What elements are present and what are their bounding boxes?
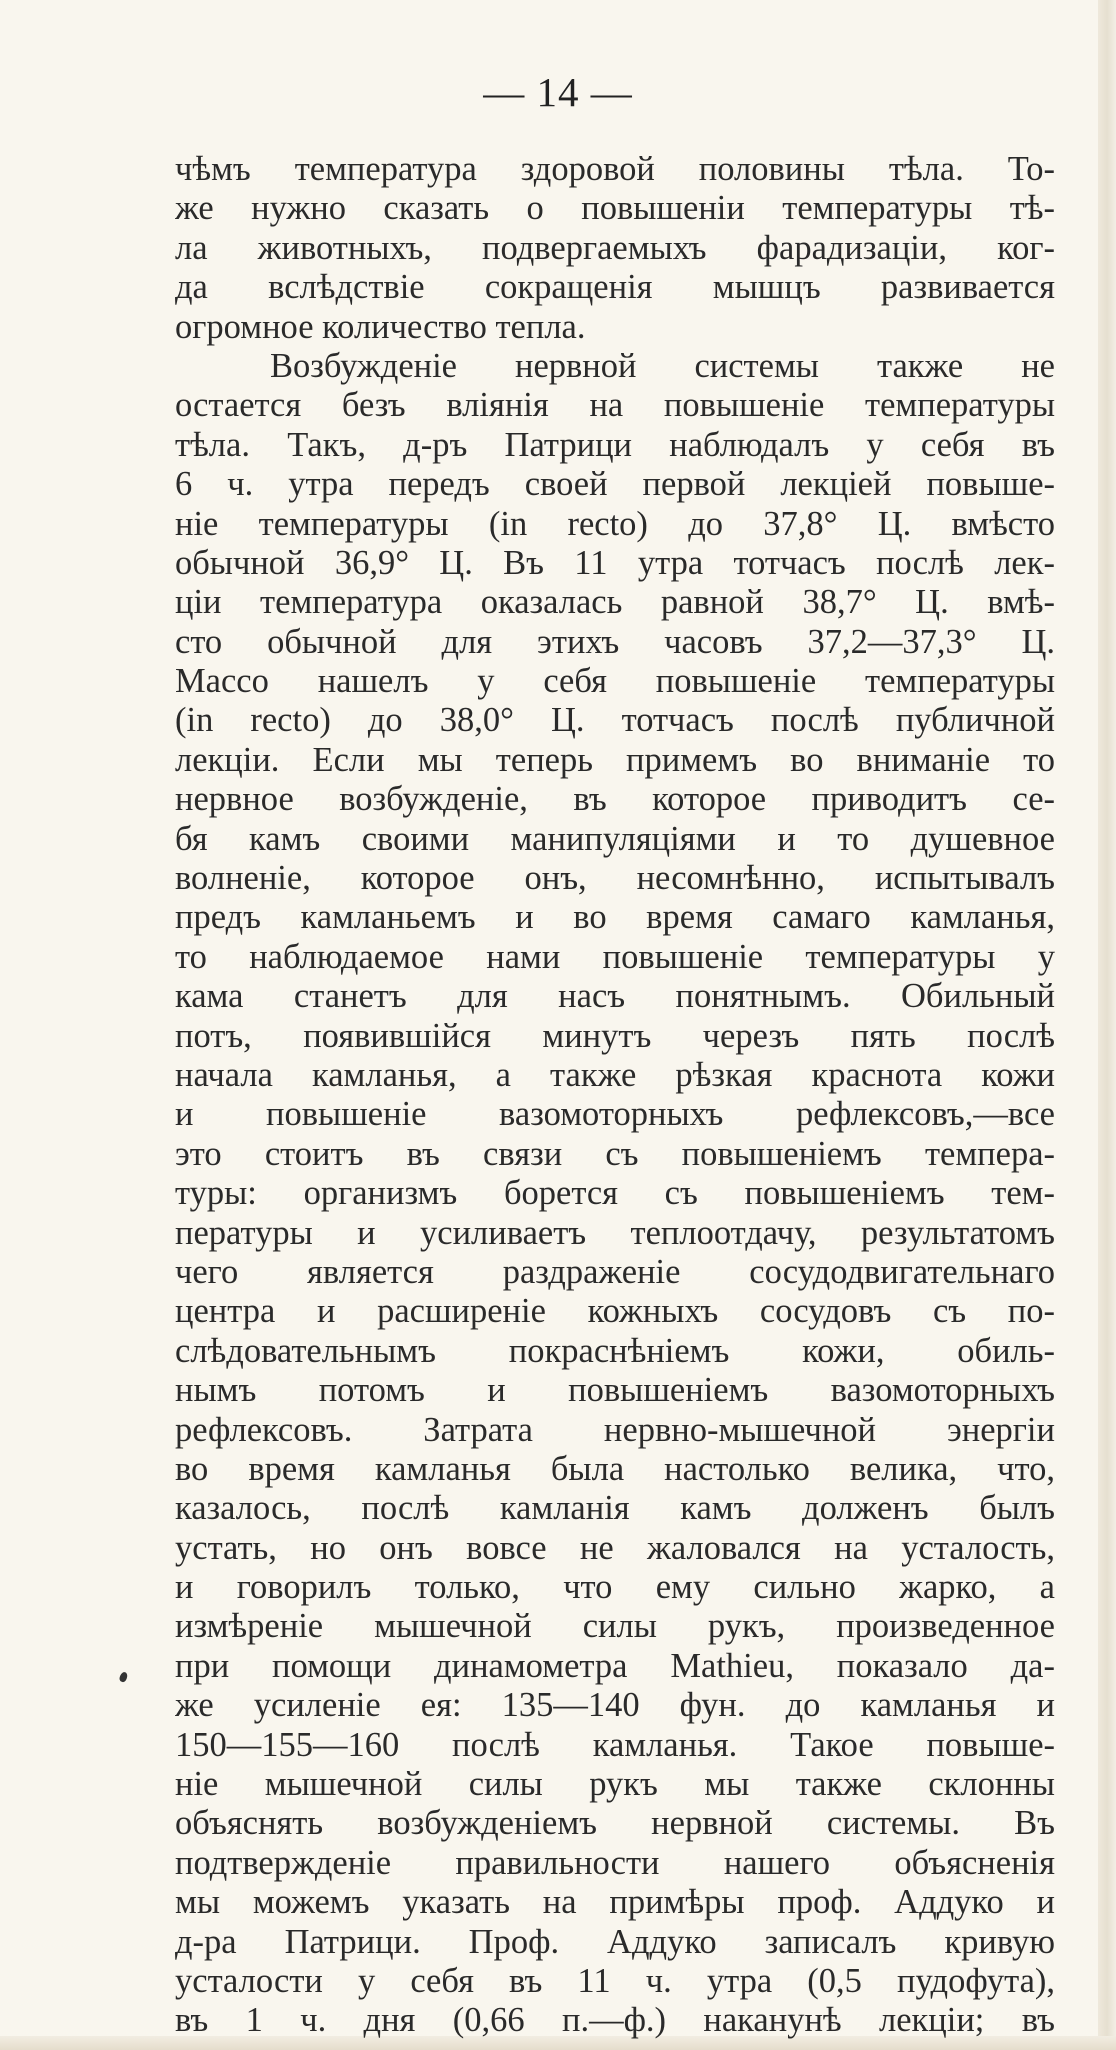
margin-dot — [119, 1671, 129, 1683]
text-line: при помощи динамометра Mathieu, показало да- — [175, 1646, 1055, 1685]
text-line: чѣмъ температура здоровой половины тѣла. То- — [175, 150, 1055, 188]
body-text — [175, 150, 1055, 2041]
text-line: же нужно сказать о повышеніи температуры тѣ- — [175, 189, 1055, 228]
text-line: чего является раздраженіе сосудодвигательнаго — [175, 1252, 1055, 1291]
text-line: Массо нашелъ у себя повышеніе температуры — [175, 662, 1055, 701]
text-line: устать, но онъ вовсе не жаловался на усталость, — [175, 1528, 1055, 1567]
text-line: д-ра Патрици. Проф. Аддуко записалъ кривую — [175, 1922, 1055, 1961]
text-line: казалось, послѣ камланія камъ долженъ былъ — [175, 1489, 1055, 1528]
text-line: волненіе, которое онъ, несомнѣнно, испытывалъ — [175, 859, 1055, 898]
text-line: предъ камланьемъ и во время самаго камланья, — [175, 898, 1055, 937]
text-line: Возбужденіе нервной системы также не — [270, 346, 1055, 385]
text-line: ніе температуры (in recto) до 37,8° Ц. вмѣсто — [175, 504, 1055, 543]
text-line: слѣдовательнымъ покраснѣніемъ кожи, обиль- — [175, 1331, 1055, 1370]
text-line: бя камъ своими манипуляціями и то душевное — [175, 819, 1055, 858]
text-line: то наблюдаемое нами повышеніе температуры у — [175, 937, 1055, 976]
text-line: кама станетъ для насъ понятнымъ. Обильный — [175, 977, 1055, 1016]
text-line: 150—155—160 послѣ камланья. Такое повыше- — [175, 1725, 1055, 1764]
text-line: туры: организмъ борется съ повышеніемъ тем- — [175, 1174, 1055, 1213]
text-line: лекціи. Если мы теперь примемъ во вниманіе то — [175, 740, 1055, 779]
text-line: сто обычной для этихъ часовъ 37,2—37,3° Ц. — [175, 622, 1055, 661]
text-line: да вслѣдствіе сокращенія мышцъ развивается — [175, 268, 1055, 307]
text-line: нервное возбужденіе, въ которое приводитъ се- — [175, 780, 1055, 819]
text-line: нымъ потомъ и повышеніемъ вазомоторныхъ — [175, 1371, 1055, 1410]
text-line: (in recto) до 38,0° Ц. тотчасъ послѣ публичной — [175, 701, 1055, 740]
text-line: рефлексовъ. Затрата нервно-мышечной энергіи — [175, 1410, 1055, 1449]
text-line: же усиленіе ея: 135—140 фун. до камланья и — [175, 1686, 1055, 1725]
page-number-header: — 14 — — [483, 69, 633, 115]
page-edge-right — [1098, 0, 1116, 2050]
text-line: остается безъ вліянія на повышеніе температуры — [175, 386, 1055, 425]
text-line: это стоитъ въ связи съ повышеніемъ темпера- — [175, 1134, 1055, 1173]
text-line: и повышеніе вазомоторныхъ рефлексовъ,—все — [175, 1095, 1055, 1134]
text-line: измѣреніе мышечной силы рукъ, произведенное — [175, 1607, 1055, 1646]
text-line: усталости у себя въ 11 ч. утра (0,5 пудофута), — [175, 1961, 1055, 2000]
text-line: подтвержденіе правильности нашего объясненія — [175, 1843, 1055, 1882]
text-line: въ 1 ч. дня (0,66 п.—ф.) наканунѣ лекціи; въ — [175, 2001, 1055, 2040]
text-line: и говорилъ только, что ему сильно жарко, а — [175, 1568, 1055, 1607]
text-line: во время камланья была настолько велика, что, — [175, 1449, 1055, 1488]
text-line: обычной 36,9° Ц. Въ 11 утра тотчасъ послѣ лек- — [175, 543, 1055, 582]
text-line: тѣла. Такъ, д-ръ Патрици наблюдалъ у себя въ — [175, 425, 1055, 464]
text-line: ціи температура оказалась равной 38,7° Ц. вмѣ- — [175, 583, 1055, 622]
text-line: центра и расширеніе кожныхъ сосудовъ съ по- — [175, 1292, 1055, 1331]
text-line: 6 ч. утра передъ своей первой лекціей повыше- — [175, 465, 1055, 504]
text-line: начала камланья, а также рѣзкая краснота кожи — [175, 1055, 1055, 1094]
text-line: ніе мышечной силы рукъ мы также склонны — [175, 1765, 1055, 1804]
text-line: огромное количество тепла. — [175, 307, 586, 346]
text-line: потъ, появившійся минутъ черезъ пять послѣ — [175, 1016, 1055, 1055]
text-line: мы можемъ указать на примѣры проф. Аддуко и — [175, 1883, 1055, 1922]
text-line: пературы и усиливаетъ теплоотдачу, результатомъ — [175, 1213, 1055, 1252]
text-line: объяснять возбужденіемъ нервной системы. Въ — [175, 1804, 1055, 1843]
text-line: ла животныхъ, подвергаемыхъ фарадизаціи, ког- — [175, 228, 1055, 267]
